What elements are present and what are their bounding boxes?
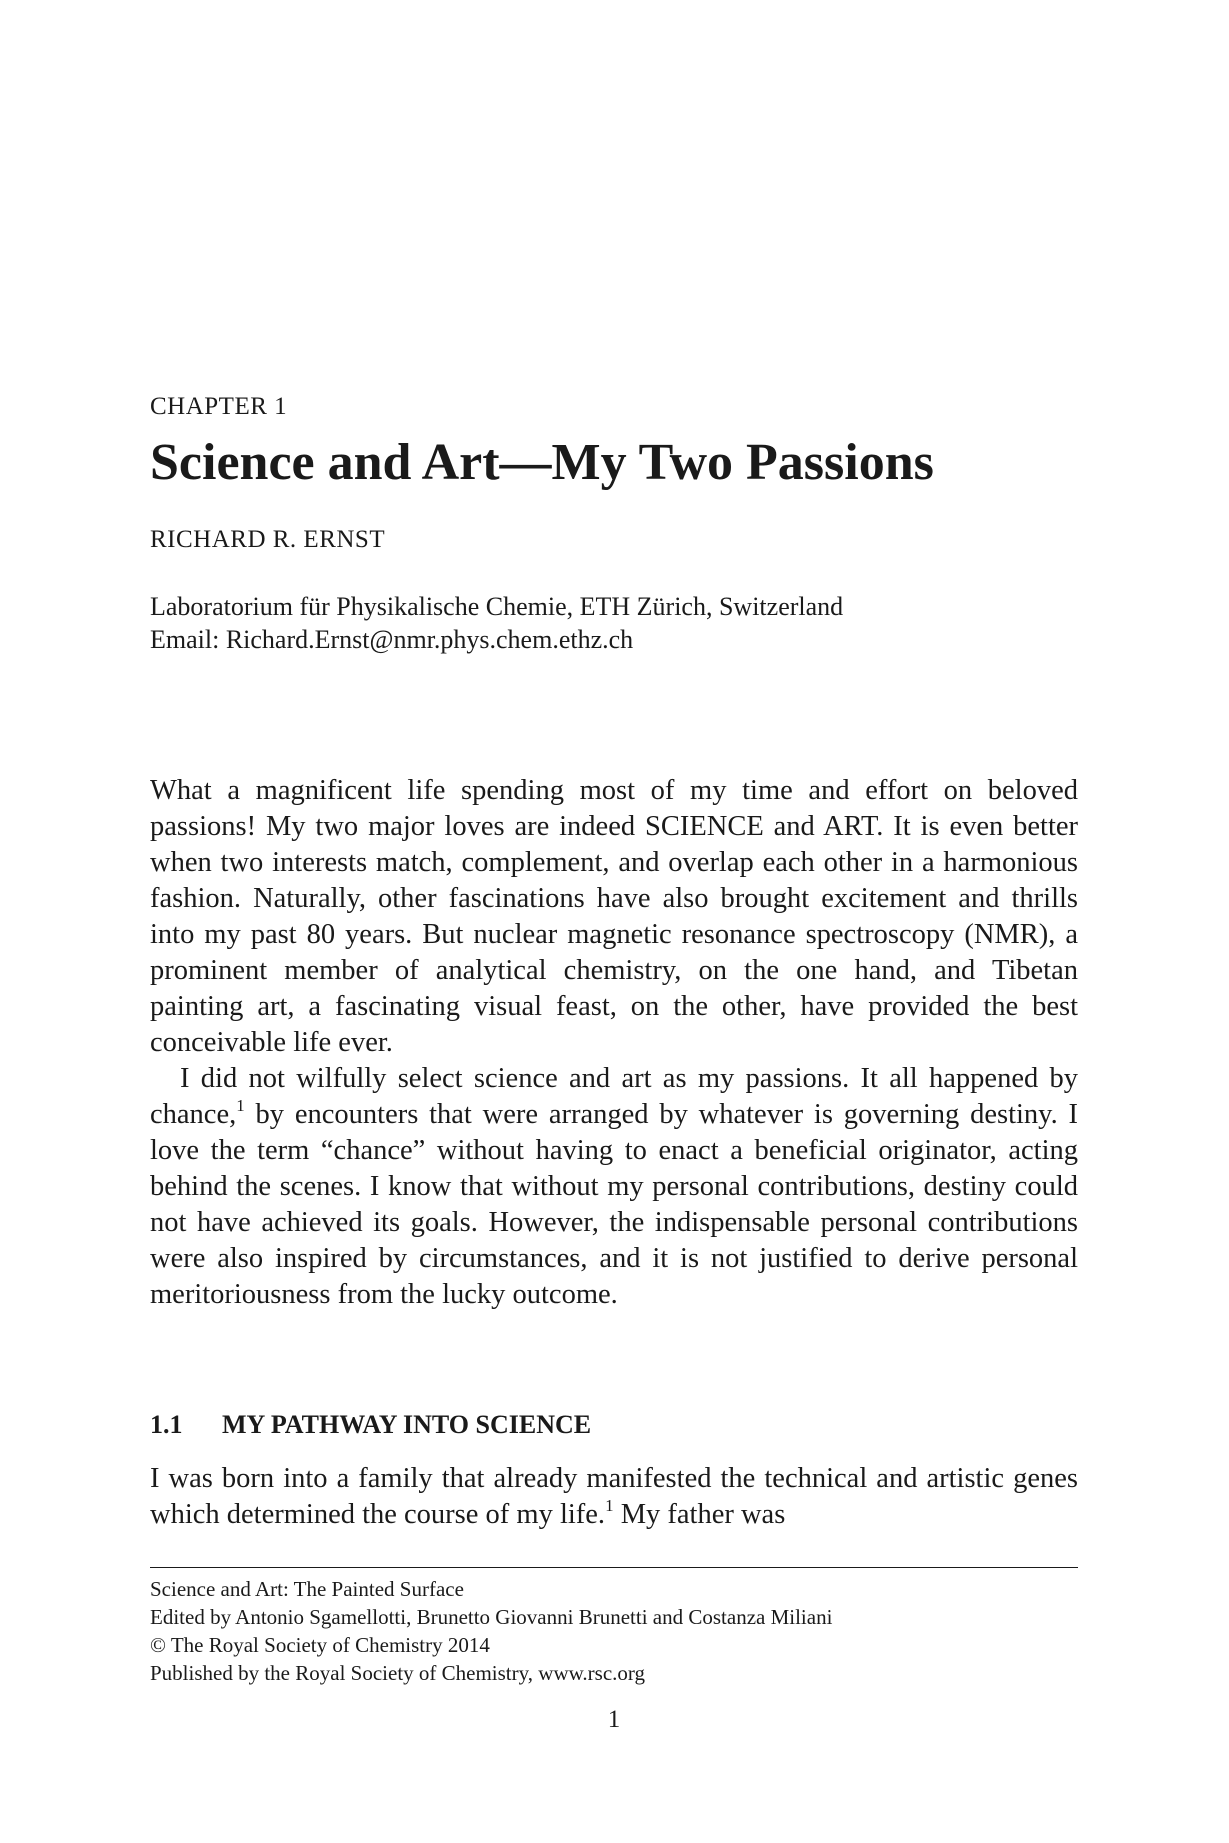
section-body <box>150 1461 1078 1533</box>
page-number: 1 <box>607 1706 621 1733</box>
paragraph-text: I did not wilfully select science and art as my passions. It all happened by chance, <box>150 1063 1078 1130</box>
section-paragraph-1 <box>150 1461 1078 1533</box>
intro-paragraph-1: What a magnificent life spending most of my time and effort on beloved passions! My two major loves are indeed SCIENCE and ART. It is even better when two interests match, complement, and overlap each other in a harmonious fashion. Naturally, other fascinations have also brought excitement and thrills into my past 80 years. But nuclear magnetic resonance spectroscopy (NMR), a prominent member of analytical chemistry, on the one hand, and Tibetan painting art, a fascinating visual feast, on the other, have provided the best conceivable life ever. <box>150 775 1078 1058</box>
author-affiliation-block <box>150 590 843 656</box>
book-editors: Edited by Antonio Sgamellotti, Brunetto Giovanni Brunetti and Costanza Miliani <box>150 1605 833 1629</box>
paragraph-text: I was born into a family that already manifested the technical and artistic genes which determined the course of my life. <box>150 1463 1078 1530</box>
section-heading <box>150 1410 591 1440</box>
chapter-introduction <box>150 773 1078 1313</box>
footer-divider <box>150 1567 1078 1568</box>
section-title: MY PATHWAY INTO SCIENCE <box>222 1410 592 1439</box>
author-name: RICHARD R. ERNST <box>150 526 386 553</box>
chapter-title: Science and Art—My Two Passions <box>150 434 934 491</box>
paragraph-text: My father was <box>613 1499 786 1530</box>
email-line: Email: Richard.Ernst@nmr.phys.chem.ethz.ch <box>150 625 634 654</box>
book-page <box>150 0 1078 1843</box>
chapter-label: CHAPTER 1 <box>150 393 288 420</box>
section-number: 1.1 <box>150 1410 183 1439</box>
intro-paragraph-2 <box>150 1061 1078 1313</box>
reference-superscript: 1 <box>236 1096 245 1115</box>
publisher-line: Published by the Royal Society of Chemistry, www.rsc.org <box>150 1661 646 1685</box>
book-title: Science and Art: The Painted Surface <box>150 1577 464 1601</box>
reference-superscript: 1 <box>605 1496 614 1515</box>
affiliation-line: Laboratorium für Physikalische Chemie, ETH Zürich, Switzerland <box>150 592 844 621</box>
publication-footer <box>150 1575 832 1687</box>
paragraph-text: by encounters that were arranged by whatever is governing destiny. I love the term “chance” without having to enact a beneficial originator, acting behind the scenes. I know that without my personal contributions, destiny could not have achieved its goals. However, the indispensable personal contributions were also inspired by circumstances, and it is not justified to derive personal meritoriousness from the lucky outcome. <box>150 1099 1078 1310</box>
copyright-notice: © The Royal Society of Chemistry 2014 <box>150 1633 490 1657</box>
